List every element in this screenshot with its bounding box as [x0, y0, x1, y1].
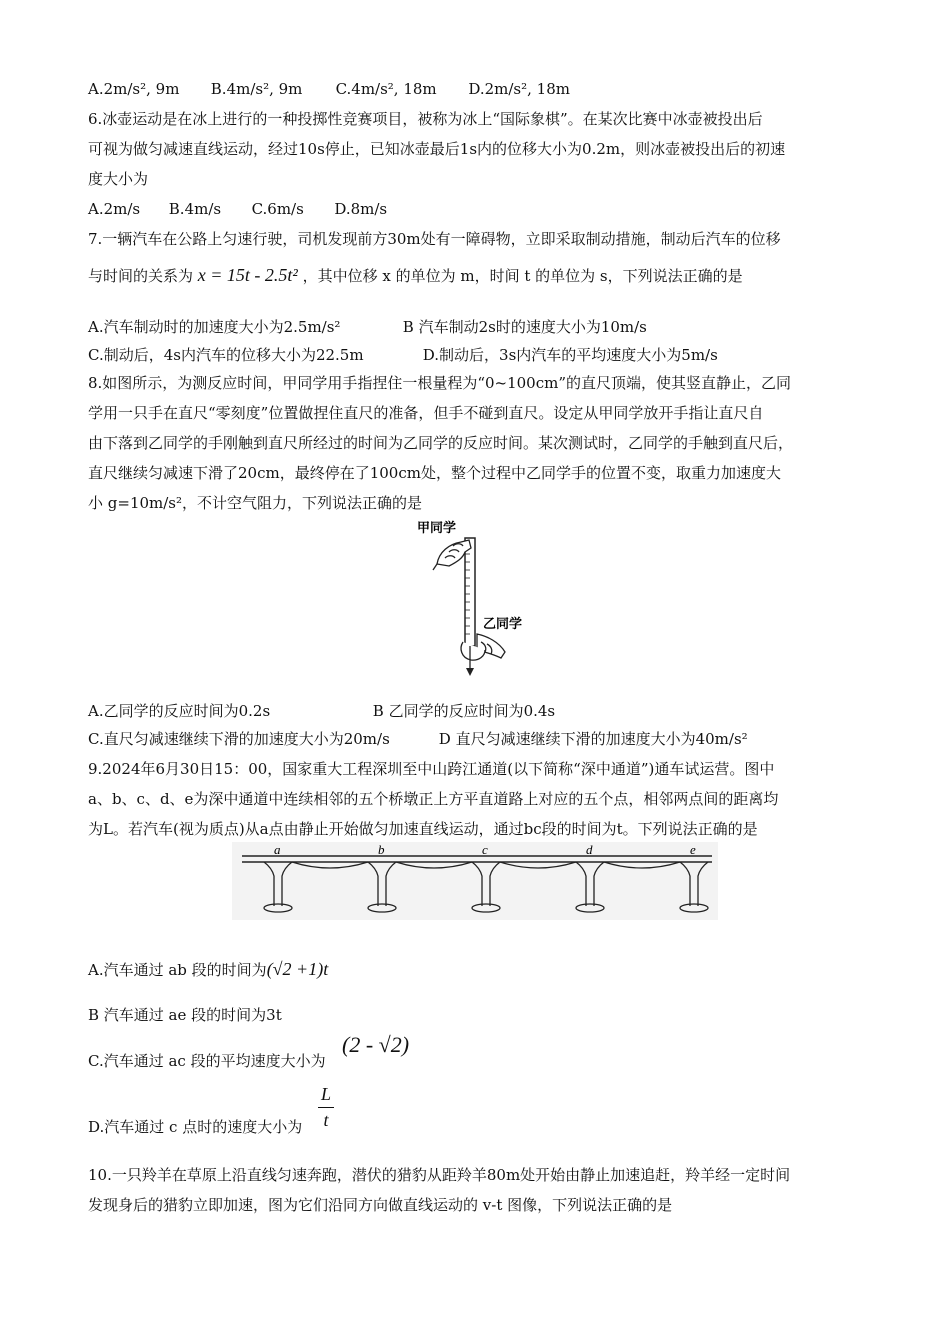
q8-line-5: 小 g=10m/s²，不计空气阻力，下列说法正确的是 — [88, 494, 423, 512]
student-b-label: 乙同学 — [483, 617, 523, 632]
q5-option-a: A.2m/s², 9m — [88, 80, 180, 98]
q7-option-a: A.汽车制动时的加速度大小为2.5m/s² — [88, 318, 341, 336]
q8-option-a: A.乙同学的反应时间为0.2s — [88, 702, 271, 720]
q8-line-4: 直尺继续匀减速下滑了20cm，最终停在了100cm处，整个过程中乙同学手的位置不变，取重力加速度大 — [88, 464, 781, 482]
q7-line-1: 7.一辆汽车在公路上匀速行驶，司机发现前方30m处有一障碍物，立即采取制动措施，制动后汽车的位移 — [88, 230, 781, 248]
q9-option-a-formula: (√2 +1)t — [266, 959, 329, 979]
bridge-point-label: a — [274, 842, 281, 857]
q7-option-d: D.制动后，3s内汽车的平均速度大小为5m/s — [422, 346, 718, 364]
bridge-point-label: d — [586, 842, 593, 857]
q8-option-b: B 乙同学的反应时间为0.4s — [372, 702, 556, 720]
ruler-figure — [415, 518, 535, 680]
q8-line-1: 8.如图所示，为测反应时间，甲同学用手指捏住一根量程为“0~100cm”的直尺顶端，使其竖直静止，乙同 — [88, 374, 792, 392]
q8-line-3: 由下落到乙同学的手刚触到直尺所经过的时间为乙同学的反应时间。某次测试时，乙同学的手触到直尺后， — [88, 434, 794, 452]
q6-option-b: B.4m/s — [168, 200, 222, 218]
q8-option-d: D 直尺匀减速继续下滑的加速度大小为40m/s² — [438, 730, 748, 748]
fraction-denominator: t — [323, 1110, 329, 1130]
q6-line-2: 可视为做匀减速直线运动，经过10s停止，已知冰壶最后1s内的位移大小为0.2m，则冰壶被投出后的初速 — [88, 140, 786, 158]
q7-option-b: B 汽车制动2s时的速度大小为10m/s — [402, 318, 647, 336]
q8-options-row-2 — [88, 728, 748, 750]
q9-option-b: B 汽车通过 ae 段的时间为3t — [88, 1006, 282, 1024]
q9-option-c-text: C.汽车通过 ac 段的平均速度大小为 — [88, 1052, 326, 1070]
bridge-point-label: e — [690, 842, 696, 857]
q8-line-2: 学用一只手在直尺“零刻度”位置做捏住直尺的准备，但手不碰到直尺。设定从甲同学放开手指让直尺自 — [88, 404, 764, 422]
q7-line-2 — [88, 264, 743, 287]
fraction-bar — [318, 1107, 334, 1108]
q9-line-3: 为L。若汽车(视为质点)从a点由静止开始做匀加速直线运动，通过bc段的时间为t。下列说法正确的是 — [88, 820, 758, 838]
q9-option-c — [88, 1050, 326, 1072]
fraction-numerator: L — [320, 1084, 331, 1104]
q7-options-row-2 — [88, 344, 718, 366]
bridge-point-label: b — [378, 842, 385, 857]
q8-options-row-1 — [88, 700, 555, 722]
q9-option-a — [88, 958, 328, 981]
q6-option-a: A.2m/s — [88, 200, 141, 218]
q6-line-1: 6.冰壶运动是在冰上进行的一种投掷性竞赛项目，被称为冰上“国际象棋”。在某次比赛中冰壶被投出后 — [88, 110, 763, 128]
q7-options-row-1 — [88, 316, 647, 338]
q8-option-c: C.直尺匀减速继续下滑的加速度大小为20m/s — [88, 730, 390, 748]
q7-option-c: C.制动后，4s内汽车的位移大小为22.5m — [88, 346, 364, 364]
q7-line-2-pre: 与时间的关系为 — [88, 267, 194, 285]
q9-option-d-fraction — [318, 1084, 334, 1131]
q6-option-c: C.6m/s — [251, 200, 304, 218]
q5-options — [88, 78, 570, 100]
q10-line-1: 10.一只羚羊在草原上沿直线匀速奔跑，潜伏的猎豹从距羚羊80m处开始由静止加速追赶，羚羊经一定时间 — [88, 1166, 791, 1184]
q5-option-d: D.2m/s², 18m — [468, 80, 570, 98]
student-a-label: 甲同学 — [417, 521, 457, 536]
q9-line-2: a、b、c、d、e为深中通道中连续相邻的五个桥墩正上方平直道路上对应的五个点，相邻两点间的距离均 — [88, 790, 779, 808]
bridge-figure — [232, 842, 718, 920]
q6-line-3: 度大小为 — [88, 170, 149, 188]
q9-line-1: 9.2024年6月30日15：00，国家重大工程深圳至中山跨江通道(以下简称“深中通道”)通车试运营。图中 — [88, 760, 775, 778]
q6-options — [88, 198, 387, 220]
q9-option-d — [88, 1116, 302, 1138]
q9-option-a-text: A.汽车通过 ab 段的时间为 — [88, 961, 267, 979]
q9-option-d-text: D.汽车通过 c 点时的速度大小为 — [88, 1118, 303, 1136]
q6-option-d: D.8m/s — [334, 200, 388, 218]
q5-option-c: C.4m/s², 18m — [335, 80, 437, 98]
bridge-point-label: c — [482, 842, 488, 857]
q10-line-2: 发现身后的猎豹立即加速，图为它们沿同方向做直线运动的 v-t 图像，下列说法正确的是 — [88, 1196, 673, 1214]
q9-option-c-formula: (2 - √2) — [342, 1032, 410, 1057]
q5-option-b: B.4m/s², 9m — [210, 80, 303, 98]
q7-line-2-post: ，其中位移 x 的单位为 m，时间 t 的单位为 s，下列说法正确的是 — [302, 267, 743, 285]
q7-formula: x = 15t - 2.5t² — [197, 265, 298, 285]
